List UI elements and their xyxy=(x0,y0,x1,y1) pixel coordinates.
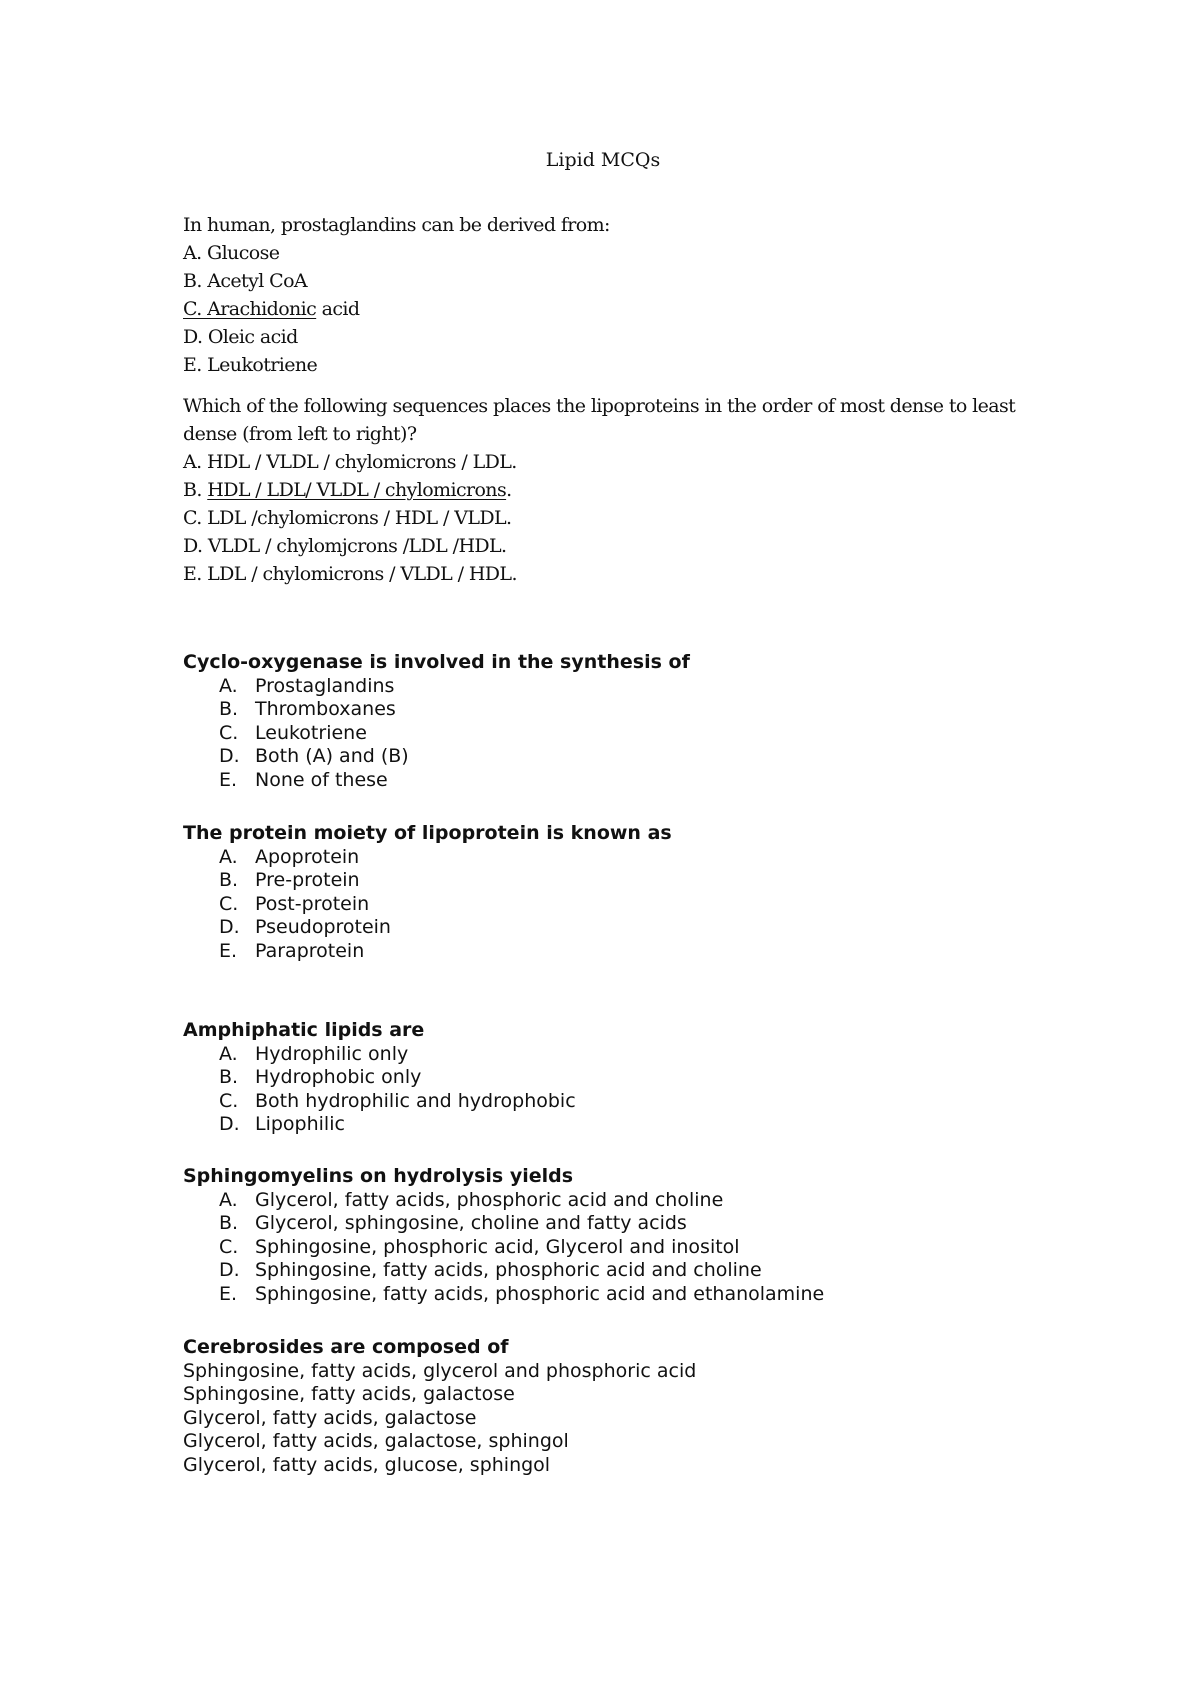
option-text: Hydrophilic only xyxy=(255,1042,409,1065)
q1-option-e: E. Leukotriene xyxy=(183,354,318,376)
question-1-stem: In human, prostaglandins can be derived from: xyxy=(183,214,610,236)
option-letter: A. xyxy=(219,1042,238,1065)
option-letter: E. xyxy=(219,768,238,791)
option-letter: D. xyxy=(219,916,240,938)
option-letter: C. xyxy=(219,1235,239,1258)
document-page xyxy=(183,0,1063,1698)
q6-option-b xyxy=(183,1212,1063,1236)
q1-option-d: D. Oleic acid xyxy=(183,326,298,348)
q4-option-e xyxy=(183,940,1063,964)
option-text: Both (A) and (B) xyxy=(255,745,409,767)
option-text: Sphingosine, fatty acids, phosphoric acid and ethanolamine xyxy=(255,1282,825,1305)
option-text: Both hydrophilic and hydrophobic xyxy=(255,1089,576,1112)
question-6 xyxy=(183,1165,1063,1306)
q6-option-d xyxy=(183,1259,1063,1283)
question-2 xyxy=(183,392,1063,588)
question-7-stem: Cerebrosides are composed of xyxy=(183,1336,509,1358)
q2-option-b xyxy=(183,476,1063,504)
question-5 xyxy=(183,1019,1063,1137)
q6-option-c xyxy=(183,1236,1063,1260)
q5-option-a xyxy=(183,1043,1063,1067)
option-text: Thromboxanes xyxy=(255,698,396,720)
option-text: Lipophilic xyxy=(255,1113,345,1135)
option-letter: D. xyxy=(219,745,240,767)
option-letter: B. xyxy=(219,1212,239,1234)
q7-option-5: Glycerol, fatty acids, glucose, sphingol xyxy=(183,1453,551,1476)
q6-option-e xyxy=(183,1283,1063,1307)
option-text: None of these xyxy=(255,768,388,791)
option-text: Prostaglandins xyxy=(255,674,395,697)
option-text: Leukotriene xyxy=(255,721,367,744)
q1-option-c-rest: acid xyxy=(316,298,360,320)
q1-option-c xyxy=(183,295,1063,323)
option-letter: C. xyxy=(219,721,239,744)
question-1 xyxy=(183,211,1063,379)
option-text: Hydrophobic only xyxy=(255,1066,422,1088)
question-6-stem: Sphingomyelins on hydrolysis yields xyxy=(183,1165,574,1187)
question-3-stem: Cyclo-oxygenase is involved in the synthesis of xyxy=(183,651,690,673)
q7-option-4: Glycerol, fatty acids, galactose, sphingol xyxy=(183,1430,569,1452)
q3-option-b xyxy=(183,698,1063,722)
option-letter: B. xyxy=(219,869,239,891)
option-text: Post-protein xyxy=(255,892,370,915)
question-4 xyxy=(183,822,1063,963)
option-text: Apoprotein xyxy=(255,845,360,868)
question-4-stem: The protein moiety of lipoprotein is known as xyxy=(183,822,672,844)
option-text: Sphingosine, phosphoric acid, Glycerol and inositol xyxy=(255,1235,740,1258)
question-7 xyxy=(183,1336,1063,1477)
q2-option-a: A. HDL / VLDL / chylomicrons / LDL. xyxy=(183,451,517,473)
option-letter: A. xyxy=(219,1188,238,1211)
option-letter: E. xyxy=(219,1282,238,1305)
question-3 xyxy=(183,651,1063,792)
q4-option-b xyxy=(183,869,1063,893)
q2-option-d: D. VLDL / chylomjcrons /LDL /HDL. xyxy=(183,535,507,557)
q2-option-e: E. LDL / chylomicrons / VLDL / HDL. xyxy=(183,563,517,585)
q3-option-a xyxy=(183,675,1063,699)
q3-option-d xyxy=(183,745,1063,769)
document-title: Lipid MCQs xyxy=(545,149,661,171)
q2-option-b-prefix: B. xyxy=(183,479,208,501)
option-letter: B. xyxy=(219,1066,239,1088)
q4-option-a xyxy=(183,846,1063,870)
q7-option-1: Sphingosine, fatty acids, glycerol and phosphoric acid xyxy=(183,1359,697,1382)
q1-option-b: B. Acetyl CoA xyxy=(183,270,308,292)
q5-option-c xyxy=(183,1090,1063,1114)
option-text: Sphingosine, fatty acids, phosphoric acid and choline xyxy=(255,1259,762,1281)
q5-option-d xyxy=(183,1113,1063,1137)
option-text: Pseudoprotein xyxy=(255,916,391,938)
q5-option-b xyxy=(183,1066,1063,1090)
q3-option-e xyxy=(183,769,1063,793)
q7-option-3: Glycerol, fatty acids, galactose xyxy=(183,1406,477,1429)
option-letter: C. xyxy=(219,892,239,915)
q2-option-b-rest: . xyxy=(506,479,512,501)
question-2-stem: Which of the following sequences places the lipoproteins in the order of most dense to least dense (from left to right)? xyxy=(183,395,1016,445)
option-letter: D. xyxy=(219,1113,240,1135)
q1-option-c-underlined: C. Arachidonic xyxy=(183,298,317,320)
option-letter: A. xyxy=(219,845,238,868)
q7-option-2: Sphingosine, fatty acids, galactose xyxy=(183,1383,515,1405)
q4-option-d xyxy=(183,916,1063,940)
q4-option-c xyxy=(183,893,1063,917)
option-text: Glycerol, fatty acids, phosphoric acid and choline xyxy=(255,1188,724,1211)
option-text: Paraprotein xyxy=(255,939,365,962)
option-letter: B. xyxy=(219,698,239,720)
option-letter: C. xyxy=(219,1089,239,1112)
option-text: Glycerol, sphingosine, choline and fatty acids xyxy=(255,1212,687,1234)
option-letter: E. xyxy=(219,939,238,962)
q2-option-b-underlined: HDL / LDL/ VLDL / chylomicrons xyxy=(207,479,507,501)
option-letter: A. xyxy=(219,674,238,697)
q3-option-c xyxy=(183,722,1063,746)
q1-option-a: A. Glucose xyxy=(183,242,280,264)
question-5-stem: Amphiphatic lipids are xyxy=(183,1019,425,1041)
option-letter: D. xyxy=(219,1259,240,1281)
q6-option-a xyxy=(183,1189,1063,1213)
option-text: Pre-protein xyxy=(255,869,360,891)
q2-option-c: C. LDL /chylomicrons / HDL / VLDL. xyxy=(183,507,512,529)
